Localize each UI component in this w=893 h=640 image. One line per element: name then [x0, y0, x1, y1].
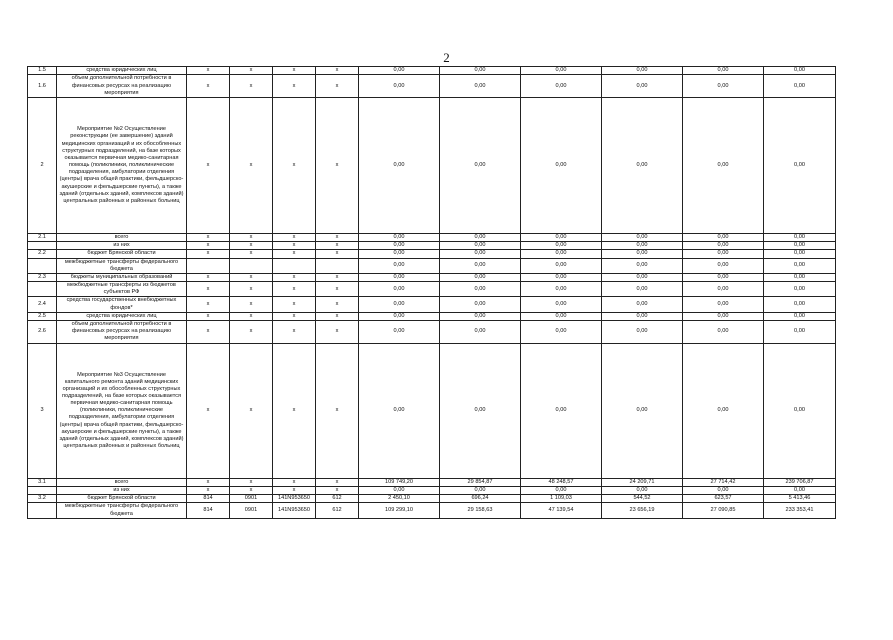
- code-cell: x: [230, 250, 273, 258]
- value-cell: 544,52: [602, 495, 683, 503]
- value-cell: 0,00: [764, 242, 836, 250]
- row-name: межбюджетные трансферты федерального бюджета: [57, 258, 187, 273]
- value-cell: 0,00: [764, 282, 836, 297]
- table-row: [28, 297, 836, 312]
- value-cell: 0,00: [764, 67, 836, 75]
- value-cell: 1 109,03: [521, 495, 602, 503]
- code-cell: x: [316, 75, 359, 98]
- value-cell: 0,00: [602, 343, 683, 478]
- value-cell: 0,00: [602, 67, 683, 75]
- code-cell: x: [273, 478, 316, 486]
- value-cell: 0,00: [602, 75, 683, 98]
- code-cell: x: [187, 478, 230, 486]
- code-cell: x: [273, 242, 316, 250]
- code-cell: x: [316, 98, 359, 234]
- row-name: бюджет Брянской области: [57, 495, 187, 503]
- code-cell: [187, 258, 230, 273]
- page-number: 2: [443, 50, 450, 65]
- value-cell: 0,00: [440, 487, 521, 495]
- value-cell: 0,00: [440, 297, 521, 312]
- code-cell: x: [187, 67, 230, 75]
- code-cell: x: [273, 320, 316, 343]
- value-cell: 0,00: [683, 312, 764, 320]
- value-cell: 0,00: [521, 282, 602, 297]
- code-cell: x: [230, 282, 273, 297]
- row-name: средства юридических лиц: [57, 67, 187, 75]
- value-cell: 27 090,85: [683, 503, 764, 518]
- value-cell: 233 353,41: [764, 503, 836, 518]
- value-cell: 0,00: [359, 67, 440, 75]
- value-cell: 0,00: [602, 487, 683, 495]
- row-name: Мероприятие №2 Осуществление реконструкции (ее завершение) зданий медицинских организаций и их обособленных структурных подразделений, на базе которых оказывается первичная медико-санитарная помощь (поликлиники, поликлинические подразделения, амбулатории отделения (центры) врача общей практики, фельдшерско- акушерские и фельдшерские пункты), а также зданий (отдельных зданий, комплексов зданий) центральных районных и районных больниц: [57, 98, 187, 234]
- code-cell: x: [230, 75, 273, 98]
- table-row: [28, 487, 836, 495]
- value-cell: 0,00: [764, 320, 836, 343]
- code-cell: x: [316, 282, 359, 297]
- code-cell: x: [230, 487, 273, 495]
- code-cell: x: [273, 487, 316, 495]
- value-cell: 623,57: [683, 495, 764, 503]
- value-cell: 0,00: [359, 258, 440, 273]
- value-cell: 0,00: [359, 320, 440, 343]
- value-cell: 23 656,19: [602, 503, 683, 518]
- row-number: 3: [28, 343, 57, 478]
- value-cell: 48 248,57: [521, 478, 602, 486]
- value-cell: 696,24: [440, 495, 521, 503]
- value-cell: 0,00: [683, 282, 764, 297]
- code-cell: x: [316, 478, 359, 486]
- code-cell: x: [230, 297, 273, 312]
- table-row: [28, 503, 836, 518]
- code-cell: x: [187, 273, 230, 281]
- table-row: [28, 478, 836, 486]
- row-number: 1.5: [28, 67, 57, 75]
- value-cell: 0,00: [440, 67, 521, 75]
- value-cell: 0,00: [683, 234, 764, 242]
- value-cell: 0,00: [521, 258, 602, 273]
- code-cell: x: [187, 487, 230, 495]
- value-cell: 0,00: [602, 258, 683, 273]
- value-cell: 0,00: [359, 312, 440, 320]
- code-cell: x: [187, 98, 230, 234]
- value-cell: 2 450,10: [359, 495, 440, 503]
- value-cell: 24 209,71: [602, 478, 683, 486]
- code-cell: x: [230, 478, 273, 486]
- value-cell: 0,00: [521, 75, 602, 98]
- code-cell: 814: [187, 503, 230, 518]
- value-cell: 0,00: [764, 75, 836, 98]
- row-number: [28, 258, 57, 273]
- code-cell: x: [273, 282, 316, 297]
- row-number: [28, 487, 57, 495]
- value-cell: 0,00: [440, 75, 521, 98]
- row-number: [28, 282, 57, 297]
- value-cell: 0,00: [764, 98, 836, 234]
- code-cell: x: [230, 242, 273, 250]
- value-cell: 0,00: [683, 273, 764, 281]
- code-cell: 0901: [230, 503, 273, 518]
- table-row: [28, 312, 836, 320]
- code-cell: x: [316, 67, 359, 75]
- row-number: 2: [28, 98, 57, 234]
- code-cell: x: [187, 282, 230, 297]
- code-cell: x: [316, 297, 359, 312]
- value-cell: 0,00: [521, 242, 602, 250]
- value-cell: 0,00: [683, 98, 764, 234]
- value-cell: 0,00: [440, 234, 521, 242]
- value-cell: 0,00: [602, 297, 683, 312]
- value-cell: 0,00: [440, 273, 521, 281]
- row-name: объем дополнительной потребности в финансовых ресурсах на реализацию мероприятия: [57, 75, 187, 98]
- row-number: [28, 503, 57, 518]
- row-name: межбюджетные трансферты федерального бюджета: [57, 503, 187, 518]
- row-name: всего: [57, 234, 187, 242]
- value-cell: 0,00: [440, 250, 521, 258]
- code-cell: x: [273, 75, 316, 98]
- row-number: [28, 242, 57, 250]
- value-cell: 0,00: [440, 98, 521, 234]
- value-cell: 0,00: [764, 273, 836, 281]
- table-row: [28, 75, 836, 98]
- table-row: [28, 234, 836, 242]
- table-row: [28, 258, 836, 273]
- value-cell: 0,00: [359, 242, 440, 250]
- value-cell: 0,00: [359, 282, 440, 297]
- row-name: из них: [57, 242, 187, 250]
- value-cell: 0,00: [683, 75, 764, 98]
- code-cell: x: [187, 312, 230, 320]
- row-name: бюджеты муниципальных образований: [57, 273, 187, 281]
- value-cell: 0,00: [683, 67, 764, 75]
- value-cell: 0,00: [764, 258, 836, 273]
- value-cell: 109 749,20: [359, 478, 440, 486]
- table-row: [28, 495, 836, 503]
- code-cell: [316, 258, 359, 273]
- code-cell: [273, 258, 316, 273]
- value-cell: 0,00: [602, 242, 683, 250]
- row-number: 2.6: [28, 320, 57, 343]
- value-cell: 0,00: [683, 487, 764, 495]
- code-cell: x: [230, 343, 273, 478]
- value-cell: 0,00: [521, 98, 602, 234]
- code-cell: 141N953650: [273, 503, 316, 518]
- row-number: 2.3: [28, 273, 57, 281]
- value-cell: 0,00: [440, 258, 521, 273]
- table-row: [28, 250, 836, 258]
- value-cell: 0,00: [440, 320, 521, 343]
- code-cell: x: [273, 273, 316, 281]
- code-cell: x: [273, 312, 316, 320]
- code-cell: x: [230, 98, 273, 234]
- value-cell: 0,00: [440, 242, 521, 250]
- code-cell: x: [187, 234, 230, 242]
- value-cell: 239 706,87: [764, 478, 836, 486]
- code-cell: x: [316, 234, 359, 242]
- value-cell: 0,00: [521, 250, 602, 258]
- value-cell: 109 299,10: [359, 503, 440, 518]
- code-cell: x: [187, 297, 230, 312]
- code-cell: x: [230, 273, 273, 281]
- row-name: межбюджетные трансферты из бюджетов субъектов РФ: [57, 282, 187, 297]
- row-number: 2.4: [28, 297, 57, 312]
- code-cell: x: [187, 320, 230, 343]
- code-cell: 612: [316, 503, 359, 518]
- value-cell: 0,00: [602, 320, 683, 343]
- row-name: средства государственных внебюджетных фондов*: [57, 297, 187, 312]
- code-cell: 612: [316, 495, 359, 503]
- code-cell: x: [316, 487, 359, 495]
- code-cell: x: [230, 234, 273, 242]
- value-cell: 0,00: [440, 282, 521, 297]
- value-cell: 0,00: [521, 487, 602, 495]
- code-cell: x: [316, 242, 359, 250]
- value-cell: 0,00: [683, 320, 764, 343]
- table-row: [28, 320, 836, 343]
- value-cell: 0,00: [359, 75, 440, 98]
- row-number: 2.5: [28, 312, 57, 320]
- code-cell: x: [230, 67, 273, 75]
- value-cell: 0,00: [440, 312, 521, 320]
- code-cell: x: [230, 320, 273, 343]
- value-cell: 0,00: [602, 282, 683, 297]
- table-row: [28, 273, 836, 281]
- code-cell: x: [316, 273, 359, 281]
- value-cell: 0,00: [440, 343, 521, 478]
- value-cell: 27 714,42: [683, 478, 764, 486]
- row-name: объем дополнительной потребности в финансовых ресурсах на реализацию мероприятия: [57, 320, 187, 343]
- row-number: 2.2: [28, 250, 57, 258]
- value-cell: 0,00: [359, 234, 440, 242]
- table-row: [28, 98, 836, 234]
- code-cell: x: [187, 75, 230, 98]
- value-cell: 0,00: [602, 312, 683, 320]
- value-cell: 0,00: [764, 297, 836, 312]
- code-cell: x: [187, 343, 230, 478]
- row-name: всего: [57, 478, 187, 486]
- code-cell: x: [273, 98, 316, 234]
- value-cell: 0,00: [521, 67, 602, 75]
- value-cell: 0,00: [521, 273, 602, 281]
- row-number: 1.6: [28, 75, 57, 98]
- code-cell: x: [187, 242, 230, 250]
- value-cell: 0,00: [602, 98, 683, 234]
- value-cell: 0,00: [764, 343, 836, 478]
- row-number: 3.2: [28, 495, 57, 503]
- row-name: средства юридических лиц: [57, 312, 187, 320]
- code-cell: x: [187, 250, 230, 258]
- code-cell: [230, 258, 273, 273]
- value-cell: 0,00: [602, 234, 683, 242]
- value-cell: 0,00: [764, 487, 836, 495]
- value-cell: 0,00: [602, 250, 683, 258]
- value-cell: 0,00: [683, 297, 764, 312]
- value-cell: 0,00: [521, 343, 602, 478]
- value-cell: 0,00: [521, 297, 602, 312]
- value-cell: 5 413,46: [764, 495, 836, 503]
- code-cell: 0901: [230, 495, 273, 503]
- value-cell: 47 139,54: [521, 503, 602, 518]
- code-cell: x: [273, 234, 316, 242]
- table-row: [28, 242, 836, 250]
- code-cell: x: [273, 250, 316, 258]
- table-row: [28, 67, 836, 75]
- value-cell: 0,00: [602, 273, 683, 281]
- value-cell: 0,00: [764, 234, 836, 242]
- budget-table: [27, 66, 836, 519]
- code-cell: x: [273, 343, 316, 478]
- value-cell: 0,00: [521, 320, 602, 343]
- row-name: из них: [57, 487, 187, 495]
- code-cell: x: [316, 320, 359, 343]
- value-cell: 0,00: [683, 250, 764, 258]
- value-cell: 29 854,87: [440, 478, 521, 486]
- table-row: [28, 343, 836, 478]
- code-cell: x: [316, 250, 359, 258]
- value-cell: 0,00: [359, 297, 440, 312]
- code-cell: x: [273, 67, 316, 75]
- row-number: 3.1: [28, 478, 57, 486]
- row-name: Мероприятие №3 Осуществление капитального ремонта зданий медицинских организаций и их обособленных структурных подразделений, на базе которых оказывается первичная медико-санитарная помощь (поликлиники, поликлинические подразделения, амбулатории отделения (центры) врача общей практики, фельдшерско- акушерские и фельдшерские пункты), а также зданий (отдельных зданий, комплексов зданий) центральных районных и районных больниц: [57, 343, 187, 478]
- value-cell: 0,00: [359, 273, 440, 281]
- code-cell: x: [316, 343, 359, 478]
- value-cell: 0,00: [359, 98, 440, 234]
- code-cell: 141N953650: [273, 495, 316, 503]
- value-cell: 0,00: [683, 258, 764, 273]
- code-cell: x: [273, 297, 316, 312]
- value-cell: 0,00: [359, 487, 440, 495]
- table-row: [28, 282, 836, 297]
- value-cell: 0,00: [764, 250, 836, 258]
- row-number: 2.1: [28, 234, 57, 242]
- value-cell: 0,00: [764, 312, 836, 320]
- value-cell: 0,00: [359, 343, 440, 478]
- row-name: бюджет Брянской области: [57, 250, 187, 258]
- value-cell: 0,00: [683, 343, 764, 478]
- code-cell: x: [230, 312, 273, 320]
- value-cell: 0,00: [359, 250, 440, 258]
- code-cell: x: [316, 312, 359, 320]
- code-cell: 814: [187, 495, 230, 503]
- value-cell: 0,00: [521, 234, 602, 242]
- value-cell: 0,00: [683, 242, 764, 250]
- value-cell: 0,00: [521, 312, 602, 320]
- value-cell: 29 158,63: [440, 503, 521, 518]
